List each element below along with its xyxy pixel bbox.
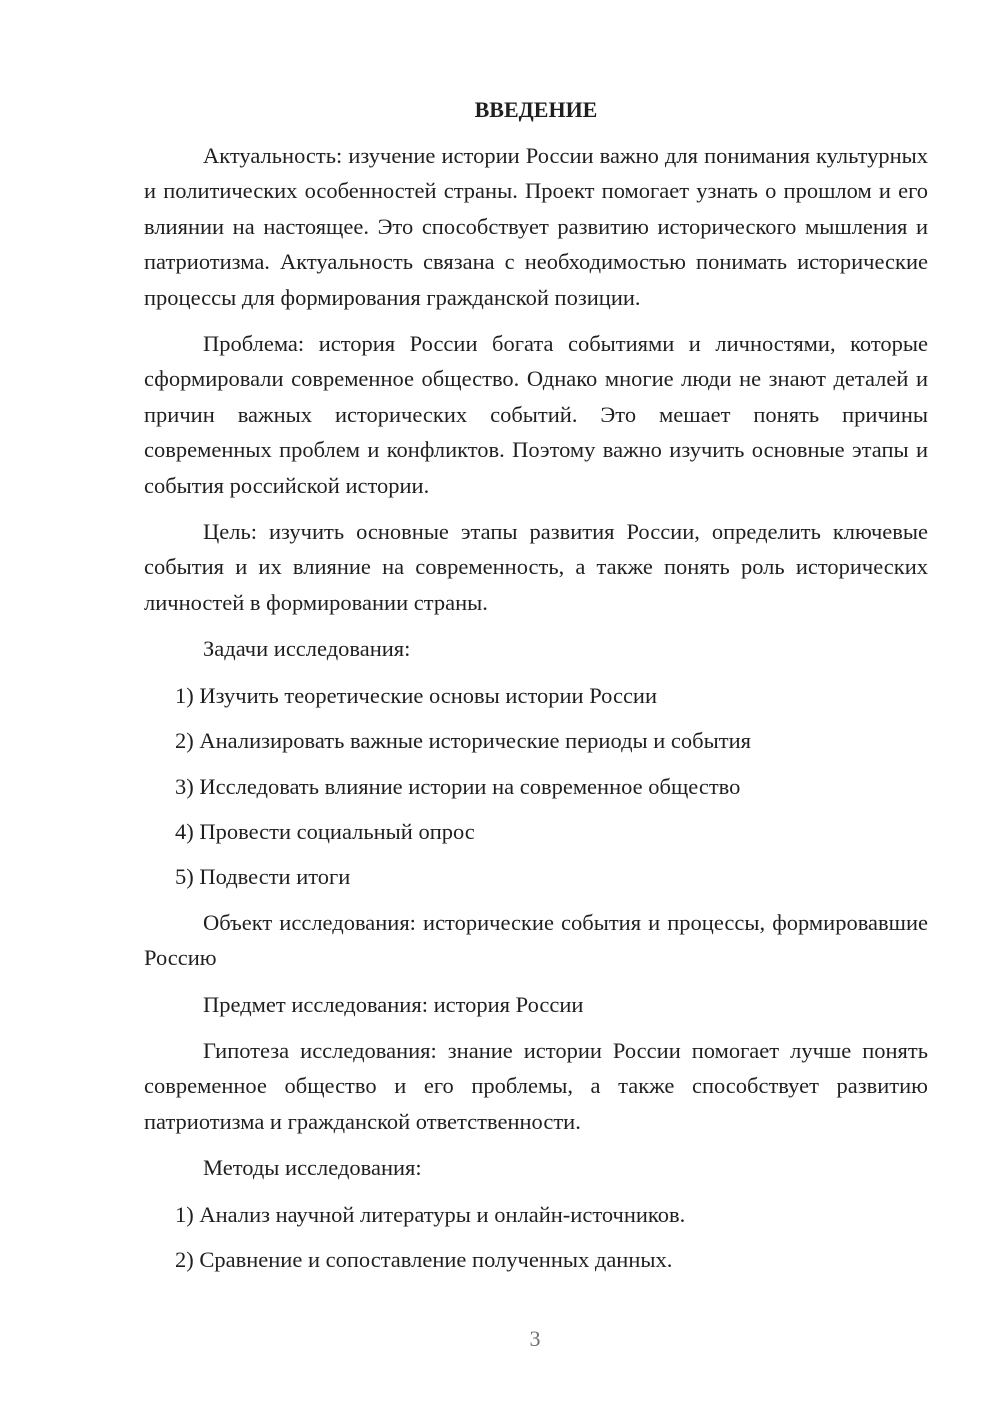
page-number: 3	[529, 1326, 541, 1351]
task-item: 2) Анализировать важные исторические периоды и события	[175, 728, 751, 754]
object-paragraph: Объект исследования: исторические события и процессы, формировавшие Россию	[144, 909, 928, 971]
methods-list	[144, 1197, 928, 1278]
task-item: 4) Провести социальный опрос	[175, 818, 475, 844]
tasks-list	[144, 678, 928, 895]
task-item: 1) Изучить теоретические основы истории России	[175, 682, 658, 708]
goal-paragraph: Цель: изучить основные этапы развития России, определить ключевые события и их влияние на современность, а также понять роль исторических личностей в формировании страны.	[144, 519, 928, 615]
relevance-paragraph: Актуальность: изучение истории России важно для понимания культурных и политических особенностей страны. Проект помогает узнать о прошлом и его влиянии на настоящее. Это способствует развитию исторического мышления и патриотизма. Актуальность связана с необходимостью понимать исторические процессы для формирования гражданской позиции.	[144, 143, 928, 310]
document-page	[144, 94, 928, 1287]
method-item: 2) Сравнение и сопоставление полученных данных.	[175, 1246, 673, 1272]
method-item: 1) Анализ научной литературы и онлайн-источников.	[175, 1201, 686, 1227]
hypothesis-paragraph: Гипотеза исследования: знание истории России помогает лучше понять современное общество и его проблемы, а также способствует развитию патриотизма и гражданской ответственности.	[144, 1037, 928, 1134]
problem-paragraph: Проблема: история России богата событиями и личностями, которые сформировали современное общество. Однако многие люди не знают деталей и причин важных исторических событий. Это мешает понять причины современных проблем и конфликтов. Поэтому важно изучить основные этапы и события российской истории.	[144, 331, 928, 498]
task-item: 3) Исследовать влияние истории на современное общество	[175, 773, 741, 799]
methods-heading: Методы исследования:	[203, 1155, 422, 1181]
subject-paragraph: Предмет исследования: история России	[203, 991, 584, 1017]
task-item: 5) Подвести итоги	[175, 864, 351, 890]
tasks-heading: Задачи исследования:	[203, 636, 411, 662]
section-title: ВВЕДЕНИЕ	[474, 97, 598, 122]
